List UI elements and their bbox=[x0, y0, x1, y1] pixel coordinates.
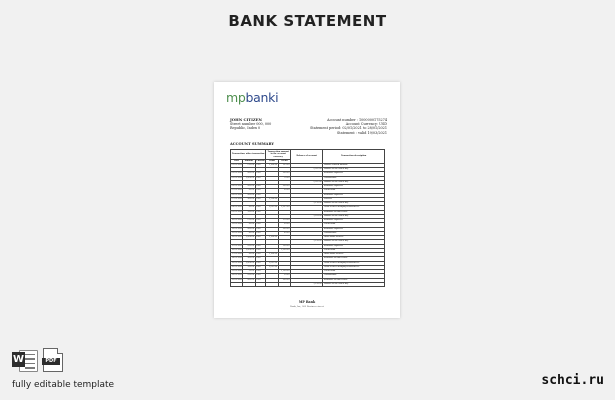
cell-cur: USD bbox=[255, 265, 266, 269]
cell-debit: 1,100.00 bbox=[266, 236, 278, 240]
cell-date: 19.02.2021 bbox=[231, 261, 243, 264]
cell-credit: 1,100.00 bbox=[278, 270, 290, 274]
header-debit: Debit bbox=[266, 160, 278, 164]
statement-preview bbox=[214, 82, 400, 318]
customer-name: JOHN CITIZEN bbox=[230, 117, 263, 122]
cell-date: 22.02.2021 bbox=[231, 274, 243, 277]
site-brand: schci.ru bbox=[541, 373, 604, 388]
cell-cur: USD bbox=[255, 270, 266, 274]
cell-credit: 1,000.00 bbox=[278, 248, 290, 252]
header-date: Date bbox=[231, 160, 243, 164]
cell-debit bbox=[266, 282, 278, 286]
cell-date: 17.02.2021 bbox=[231, 253, 243, 256]
cell-amount: 100.00 bbox=[243, 244, 255, 248]
cell-credit bbox=[278, 282, 290, 286]
cell-amount: 100.00 bbox=[243, 274, 255, 278]
cell-desc: Debit of fuel-Unemployed benefit fee bbox=[323, 206, 385, 210]
account-currency: Account Currency: USD bbox=[345, 122, 387, 127]
header-transaction-details: Transaction, other transaction bbox=[231, 150, 266, 160]
cell-date: 20.02.2021 bbox=[231, 265, 243, 268]
cell-amount: 20.00 bbox=[243, 189, 255, 193]
cell-amount: 40.00 bbox=[243, 231, 255, 235]
cell-amount: 200.00 bbox=[243, 227, 255, 231]
cell-date: 05.02.2021 bbox=[231, 189, 243, 192]
cell-credit: 1,025.00 bbox=[278, 206, 290, 210]
cell-desc: Insurance of other value bbox=[323, 210, 385, 214]
cell-credit: 40.00 bbox=[278, 231, 290, 235]
customer-address-line2: Republic, Index 0 bbox=[230, 126, 261, 131]
account-block bbox=[310, 118, 387, 135]
cell-amount: 500.00 bbox=[243, 265, 255, 269]
cell-desc: Other debit services bbox=[323, 236, 385, 240]
cell-date: 23.02.2021 bbox=[231, 278, 243, 281]
cell-amount: 150.00 bbox=[243, 219, 255, 223]
cell-date: 11.02.2021 bbox=[231, 223, 243, 226]
cell-cur: USD bbox=[255, 206, 266, 210]
statement-validity: Statement : valid 19/03/2021 bbox=[336, 130, 387, 135]
header-amount: Amount bbox=[244, 160, 254, 163]
cell-desc: Insurance expenses bbox=[323, 244, 385, 248]
cell-amount: 200.00 bbox=[243, 172, 255, 176]
cell-cur: USD bbox=[255, 253, 266, 257]
cell-date: 01.02.2021 bbox=[231, 163, 243, 166]
header-balance: Balance of account bbox=[291, 150, 323, 164]
cell-desc: Debit of fuel-Unemployed benefit fee bbox=[323, 261, 385, 265]
cell-amount: 300.00 bbox=[243, 257, 255, 261]
cell-amount: 20.00 bbox=[243, 253, 255, 257]
cell-amount: 20.00 bbox=[243, 223, 255, 227]
cell-amount: 26.00 bbox=[243, 206, 255, 210]
cell-cur: USD bbox=[255, 219, 266, 223]
cell-cur: USD bbox=[255, 193, 266, 197]
cell-credit: 200.00 bbox=[278, 278, 290, 282]
cell-cur: USD bbox=[255, 223, 266, 227]
cell-desc: Balance at the end of day bbox=[323, 282, 385, 286]
cell-date: 06.02.2021 bbox=[231, 193, 243, 196]
cell-balance: 3,234.00 bbox=[291, 282, 323, 286]
cell-amount: 1,000.00 bbox=[243, 261, 255, 265]
cell-amount: 300.00 bbox=[243, 197, 255, 201]
cell-credit: 10.00 bbox=[278, 274, 290, 278]
cell-date: 21.02.2021 bbox=[231, 270, 243, 273]
cell-amount: 123.00 bbox=[243, 163, 255, 167]
cell-desc: Balance at the end of day bbox=[323, 214, 385, 218]
cell-cur: USD bbox=[255, 244, 266, 248]
cell-balance: 3,134.00 bbox=[291, 202, 323, 206]
cell-desc: Insurance expenses bbox=[323, 227, 385, 231]
cell-date: 04.02.2021 bbox=[231, 185, 243, 188]
cell-desc: Insurance expenses bbox=[323, 172, 385, 176]
cell-date: 08.02.2021 bbox=[231, 206, 243, 209]
cell-credit: 200.00 bbox=[278, 185, 290, 189]
cell-date: 18.02.2021 bbox=[231, 257, 243, 260]
cell-date: 10.02.2021 bbox=[231, 219, 243, 222]
cell-cur: USD bbox=[255, 210, 266, 214]
cell-credit: 200.00 bbox=[278, 172, 290, 176]
cell-debit: 1,314.00 bbox=[266, 197, 278, 201]
cell-date: 13.02.2021 bbox=[231, 231, 243, 234]
cell-date: 09.02.2021 bbox=[231, 210, 243, 213]
cell-cur: USD bbox=[255, 185, 266, 189]
cell-cur: USD bbox=[255, 261, 266, 265]
cell-desc: Balance at the end of day bbox=[323, 168, 385, 172]
transactions-table bbox=[230, 149, 385, 287]
cell-desc: Insurance expenses bbox=[323, 185, 385, 189]
bank-logo: mpbanki bbox=[226, 90, 279, 105]
cell-cur: USD bbox=[255, 248, 266, 252]
cell-amount: 200.00 bbox=[243, 193, 255, 197]
cell-date: 03.02.2021 bbox=[231, 176, 243, 179]
cell-amount: 200.00 bbox=[243, 278, 255, 282]
cell-balance: 2,047.00 bbox=[291, 168, 323, 172]
cell-debit: 1,100.00 bbox=[266, 253, 278, 257]
cell-cur: USD bbox=[255, 197, 266, 201]
account-number: Account number : 1000000175274 bbox=[327, 118, 387, 122]
cell-date: 02.02.2021 bbox=[231, 172, 243, 175]
page-title: BANK STATEMENT bbox=[228, 12, 387, 30]
cell-amount: 1,000.00 bbox=[243, 176, 255, 180]
cell-cur: USD bbox=[255, 236, 266, 240]
header-amounts: Transaction amount in the account currency bbox=[267, 150, 289, 158]
cell-date: 15.02.2021 bbox=[231, 244, 243, 247]
cell-cur: USD bbox=[255, 163, 266, 167]
cell-desc: Balance at the end of day bbox=[323, 202, 385, 206]
cell-desc: Balance carried forward bbox=[323, 163, 385, 167]
cell-debit: 1,025.00 bbox=[266, 206, 278, 210]
header-description: Transaction description bbox=[323, 150, 385, 164]
cell-cur: USD bbox=[255, 257, 266, 261]
cell-desc: Client Bank bbox=[323, 248, 385, 252]
cell-desc: Balance at the end of day bbox=[323, 180, 385, 184]
word-file-icon: W bbox=[12, 349, 37, 371]
customer-address-line1: Street number 000, 000 bbox=[230, 122, 272, 127]
cell-cur: USD bbox=[255, 176, 266, 180]
cell-cur: USD bbox=[255, 278, 266, 282]
cell-amount: 1,000.00 bbox=[243, 236, 255, 240]
cell-balance: 2,047.00 bbox=[291, 180, 323, 184]
account-summary-title: ACCOUNT SUMMARY bbox=[230, 142, 274, 146]
cell-desc: Client Bank bbox=[323, 223, 385, 227]
cell-date: 16.02.2021 bbox=[231, 248, 243, 251]
editable-template-caption: fully editable template bbox=[12, 380, 115, 390]
cell-credit: 200.00 bbox=[278, 227, 290, 231]
cell-cur: USD bbox=[255, 189, 266, 193]
pdf-file-icon: PDF bbox=[43, 348, 63, 372]
transactions-body bbox=[231, 163, 385, 286]
statement-period: Statement period: 02/01/2021 to 28/01/2021 bbox=[310, 126, 387, 131]
cell-desc: Transactions bbox=[323, 231, 385, 235]
cell-credit: 100.00 bbox=[278, 244, 290, 248]
cell-credit: 123.00 bbox=[278, 163, 290, 167]
cell-cur bbox=[255, 282, 266, 286]
header-credit: Credit bbox=[278, 160, 290, 164]
cell-cur: USD bbox=[255, 227, 266, 231]
cell-desc: Insurance of other value bbox=[323, 257, 385, 261]
cell-date: 07.02.2021 bbox=[231, 197, 243, 200]
cell-amount: 1,000.00 bbox=[243, 248, 255, 252]
cell-cur: USD bbox=[255, 274, 266, 278]
cell-credit: 50.00 bbox=[278, 176, 290, 180]
cell-amount: 200.00 bbox=[243, 185, 255, 189]
cell-debit: 1,100.00 bbox=[266, 163, 278, 167]
cell-desc: Services bbox=[323, 197, 385, 201]
cell-credit: 150.00 bbox=[278, 219, 290, 223]
cell-desc: Client Bank bbox=[323, 270, 385, 274]
cell-desc: Insurance expenses bbox=[323, 193, 385, 197]
cell-desc: Insurance expenses bbox=[323, 219, 385, 223]
cell-desc: Transactions bbox=[323, 176, 385, 180]
cell-desc: Other debit services bbox=[323, 253, 385, 257]
cell-date bbox=[231, 282, 243, 286]
cell-balance: 3,164.00 bbox=[291, 214, 323, 218]
header-currency: Currency bbox=[256, 160, 266, 163]
cell-date: 14.02.2021 bbox=[231, 236, 243, 239]
table-row bbox=[231, 282, 385, 286]
cell-cur: USD bbox=[255, 231, 266, 235]
cell-debit: 1,025.00 bbox=[266, 265, 278, 269]
cell-credit: 20.00 bbox=[278, 189, 290, 193]
cell-desc: Debit of fuel-Unemployed benefit fee bbox=[323, 265, 385, 269]
cell-desc: Insurance of other value bbox=[323, 278, 385, 282]
footer-bank-address: Bank, Inc, 000 Business street bbox=[290, 305, 324, 308]
cell-cur: USD bbox=[255, 172, 266, 176]
customer-block bbox=[230, 118, 271, 131]
cell-desc: Balance at the end of day bbox=[323, 240, 385, 244]
cell-credit: 20.00 bbox=[278, 223, 290, 227]
cell-date: 12.02.2021 bbox=[231, 227, 243, 230]
cell-amount: 50.00 bbox=[243, 270, 255, 274]
cell-desc: Client Bank bbox=[323, 189, 385, 193]
cell-debit: 1,025.00 bbox=[266, 261, 278, 265]
cell-amount: 500.00 bbox=[243, 210, 255, 214]
cell-desc: Transactions bbox=[323, 274, 385, 278]
cell-amount bbox=[243, 282, 255, 286]
cell-balance: 3,234.00 bbox=[291, 240, 323, 244]
footer-bank-name: MP Bank bbox=[298, 300, 316, 304]
